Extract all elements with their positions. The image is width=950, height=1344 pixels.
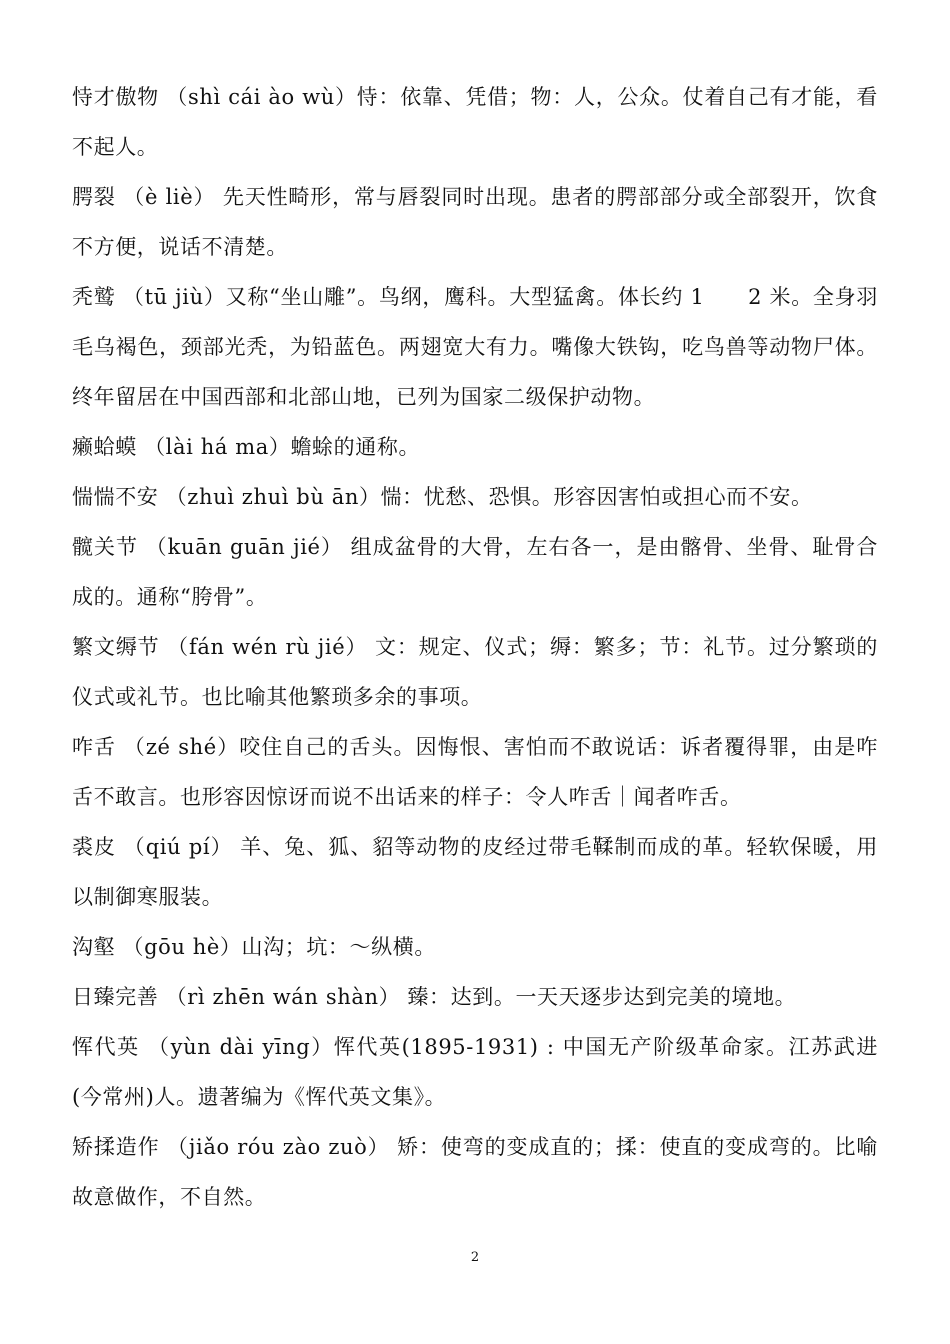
entry-ri-zhen-wan-shan — [72, 972, 878, 1022]
entry-gou-he — [72, 922, 878, 972]
entry-text: 癞蛤蟆 （lài há ma）蟾蜍的通称。 — [72, 435, 421, 459]
document-page — [72, 72, 878, 1222]
entry-text: 秃鹫 （tū jiù）又称“坐山雕”。鸟纲，鹰科。大型猛禽。体长约 1 2 米。全身羽毛乌褐色，颈部光秃，为铅蓝色。两翅宽大有力。嘴像大铁钩，吃鸟兽等动物尸体。终年留居在中国西部和北部山地，已列为国家二级保护动物。 — [72, 285, 878, 409]
entry-text: 咋舌 （zé shé）咬住自己的舌头。因悔恨、害怕而不敢说话：诉者覆得罪，由是咋舌不敢言。也形容因惊讶而说不出话来的样子：令人咋舌｜闻者咋舌。 — [72, 735, 878, 809]
page-number: 2 — [470, 1250, 480, 1265]
entry-text: 恃才傲物 （shì cái ào wù）恃：依靠、凭借；物：人，公众。仗着自己有才能，看不起人。 — [72, 85, 878, 159]
entry-text: 裘皮 （qiú pí） 羊、兔、狐、貂等动物的皮经过带毛鞣制而成的革。轻软保暖，用以制御寒服装。 — [72, 835, 878, 909]
entry-text: 恽代英 （yùn dài yīng）恽代英(1895-1931) : 中国无产阶级革命家。江苏武进(今常州)人。遗著编为《恽代英文集》。 — [72, 1035, 878, 1109]
entry-zhui-zhui-bu-an — [72, 472, 878, 522]
entry-jiao-rou-zao-zuo — [72, 1122, 878, 1222]
entry-ze-she — [72, 722, 878, 822]
entry-kuan-guan-jie — [72, 522, 878, 622]
entry-fan-wen-ru-jie — [72, 622, 878, 722]
entry-text: 矫揉造作 （jiǎo róu zào zuò） 矫：使弯的变成直的；揉：使直的变成弯的。比喻故意做作，不自然。 — [72, 1135, 878, 1209]
entry-text: 髋关节 （kuān guān jié） 组成盆骨的大骨，左右各一，是由髂骨、坐骨、耻骨合成的。通称“胯骨”。 — [72, 535, 878, 609]
entry-tu-jiu — [72, 272, 878, 422]
entry-text: 沟壑 （gōu hè）山沟；坑：～纵横。 — [72, 935, 436, 959]
entry-e-lie — [72, 172, 878, 272]
entry-yun-dai-ying — [72, 1022, 878, 1122]
entry-text: 惴惴不安 （zhuì zhuì bù ān）惴：忧愁、恐惧。形容因害怕或担心而不安。 — [72, 485, 813, 509]
entry-text: 腭裂 （è liè） 先天性畸形，常与唇裂同时出现。患者的腭部部分或全部裂开，饮食不方便，说话不清楚。 — [72, 185, 878, 259]
entry-shi-cai-ao-wu — [72, 72, 878, 172]
entry-qiu-pi — [72, 822, 878, 922]
entry-text: 日臻完善 （rì zhēn wán shàn） 臻：达到。一天天逐步达到完美的境地。 — [72, 985, 797, 1009]
entry-text: 繁文缛节 （fán wén rù jié） 文：规定、仪式；缛：繁多；节：礼节。过分繁琐的仪式或礼节。也比喻其他繁琐多余的事项。 — [72, 635, 878, 709]
entry-lai-ha-ma — [72, 422, 878, 472]
